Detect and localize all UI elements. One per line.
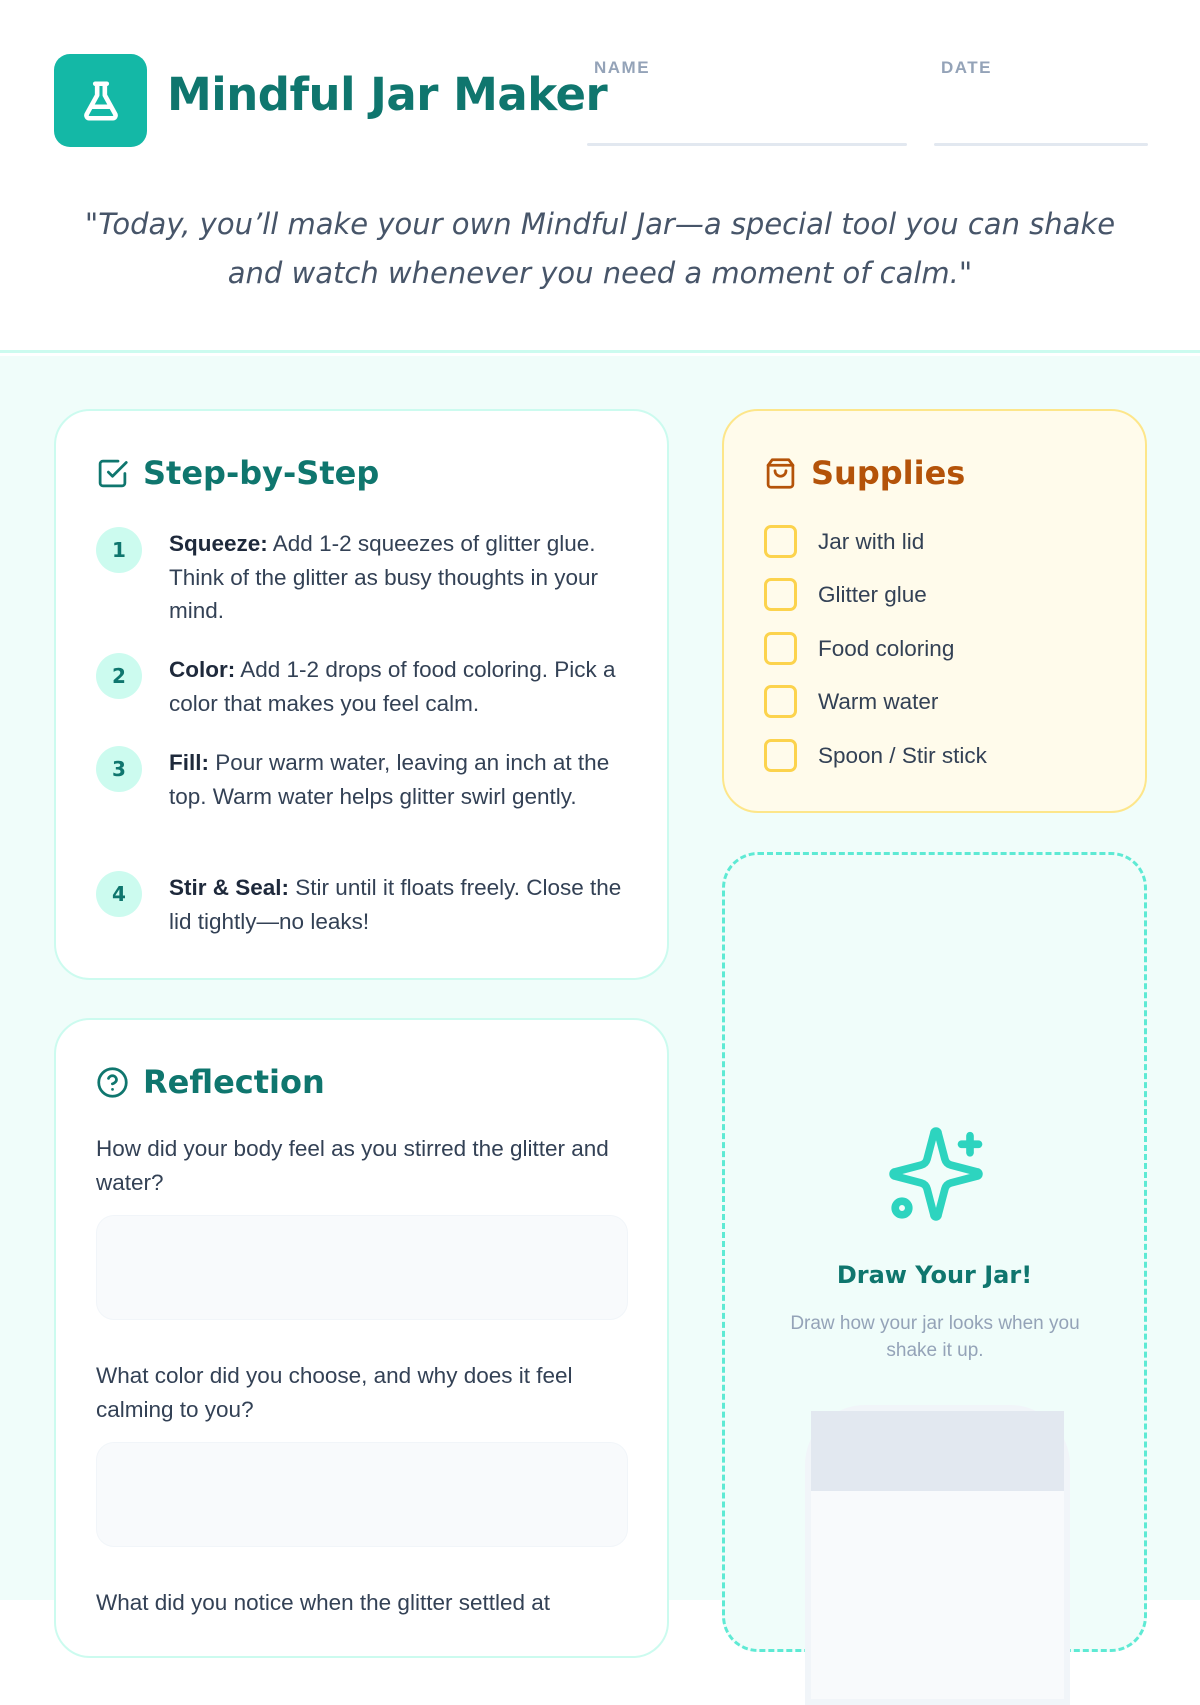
reflection-question: How did your body feel as you stirred the glitter and water? [96,1136,609,1195]
step-description: Pour warm water, leaving an inch at the top. Warm water helps glitter swirl gently. [169,750,610,809]
step-description: Stir until it floats freely. Close the lid tightly—no leaks! [169,875,622,934]
supply-label: Jar with lid [818,528,925,554]
supply-item[interactable] [764,578,927,611]
step-item [96,871,626,938]
step-number: 4 [96,871,142,917]
name-label: NAME [594,58,651,77]
step-text [169,746,626,813]
supply-label: Food coloring [818,635,955,661]
step-description: Add 1-2 squeezes of glitter glue. Think of the glitter as busy thoughts in your mind. [169,531,598,623]
step-item [96,653,626,720]
step-number: 2 [96,653,142,699]
draw-title: Draw Your Jar! [836,1261,1033,1289]
supply-label: Glitter glue [818,581,927,607]
supply-checkbox[interactable] [764,525,797,558]
step-text [169,653,626,720]
app-logo [54,54,147,147]
sparkles-icon [885,1123,987,1225]
step-item [96,527,626,628]
supply-checkbox[interactable] [764,632,797,665]
reflection-card [54,1018,669,1658]
step-text [169,527,626,628]
step-text [169,871,626,938]
date-field[interactable] [934,143,1148,146]
reflection-question: What color did you choose, and why does it feel calming to you? [96,1363,573,1422]
step-item [96,746,626,813]
supply-checkbox[interactable] [764,685,797,718]
supply-item[interactable] [764,685,938,718]
supplies-card [722,409,1147,813]
supply-label: Spoon / Stir stick [818,742,987,768]
jar-lid [811,1411,1064,1491]
shopping-bag-icon [764,457,797,490]
supply-item[interactable] [764,632,954,665]
supply-item[interactable] [764,739,987,772]
help-circle-icon [96,1066,129,1099]
draw-subtitle: Draw how your jar looks when you shake it up. [790,1313,1080,1361]
supply-checkbox[interactable] [764,739,797,772]
supply-item[interactable] [764,525,924,558]
drawing-area[interactable] [722,852,1147,1652]
reflection-heading [96,1063,325,1101]
intro-quote: "Today, you’ll make your own Mindful Jar—a special tool you can shake and watch whenever you need a moment of calm." [84,207,1116,290]
supply-checkbox[interactable] [764,578,797,611]
steps-heading [96,454,379,492]
answer-field[interactable] [96,1442,628,1547]
step-keyword: Fill: [169,750,209,775]
answer-field[interactable] [96,1215,628,1320]
steps-title: Step-by-Step [143,454,380,492]
page-title: Mindful Jar Maker [167,68,608,121]
step-description: Add 1-2 drops of food coloring. Pick a color that makes you feel calm. [169,657,616,716]
step-keyword: Squeeze: [169,531,268,556]
supplies-title: Supplies [811,454,966,492]
step-keyword: Stir & Seal: [169,875,290,900]
reflection-title: Reflection [143,1063,325,1101]
step-number: 3 [96,746,142,792]
worksheet-header [0,0,1200,353]
supplies-heading [764,454,965,492]
steps-card [54,409,669,980]
date-label: DATE [941,58,993,77]
flask-icon [78,75,124,127]
checkbox-square-icon [96,457,129,490]
step-keyword: Color: [169,657,236,682]
reflection-question: What did you notice when the glitter settled at [96,1590,551,1615]
supply-label: Warm water [818,688,939,714]
jar-outline [805,1405,1070,1705]
step-number: 1 [96,527,142,573]
name-field[interactable] [587,143,907,146]
